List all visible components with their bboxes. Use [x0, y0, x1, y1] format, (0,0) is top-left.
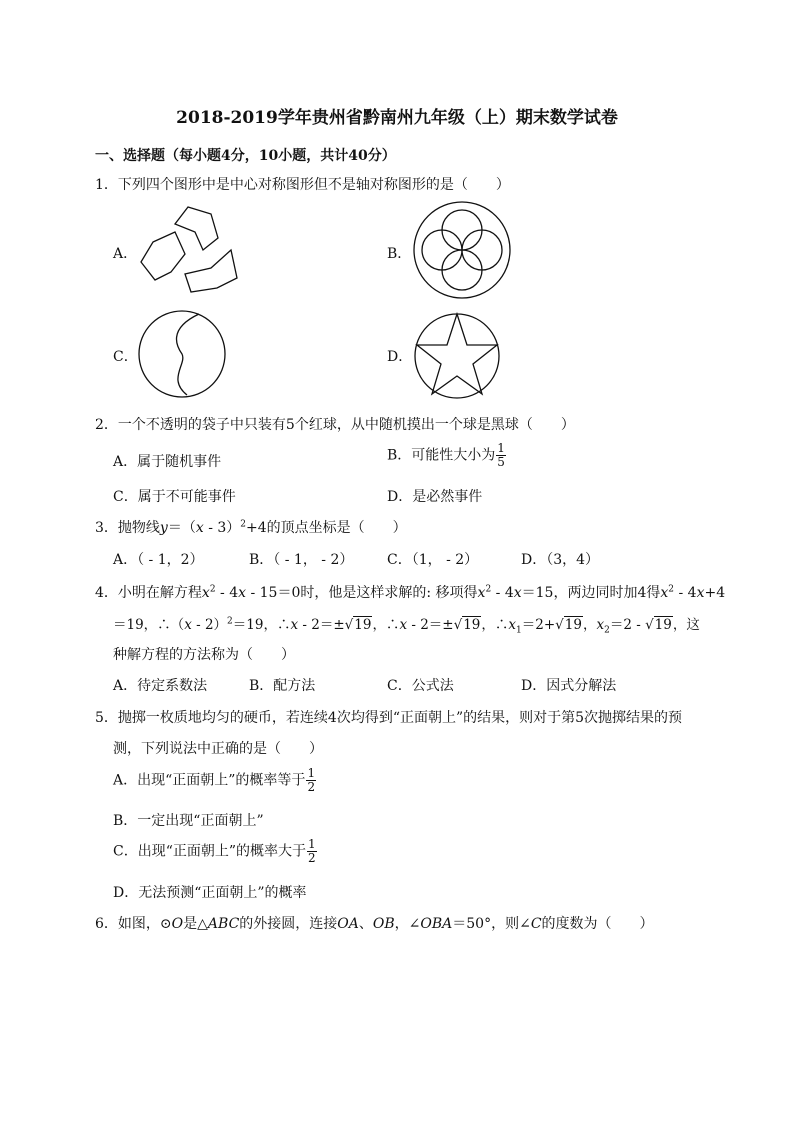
q1-option-d-label: D． [387, 349, 413, 365]
fraction [496, 442, 506, 469]
q4-option-b: B．配方法 [249, 678, 316, 694]
fraction-denominator: 5 [497, 455, 505, 469]
question-1-stem: 1．下列四个图形中是中心对称图形但不是轴对称图形的是（ ） [95, 177, 510, 193]
q2-option-c: C．属于不可能事件 [113, 489, 236, 505]
q2-option-b [387, 442, 506, 469]
question-5-line-2: 测，下列说法中正确的是（ ） [113, 741, 323, 757]
section-heading: 一、选择题（每小题4分，10小题，共计40分） [95, 148, 396, 164]
page-title: 2018-2019学年贵州省黔南州九年级（上）期末数学试卷 [176, 108, 618, 128]
q2-option-d: D．是必然事件 [387, 489, 483, 505]
q3-option-c: C．（1， - 2） [387, 552, 479, 568]
fraction: $\frac{1}{2}$ [307, 766, 316, 794]
q3-option-d: D．（3，4） [521, 552, 600, 568]
q5-option-d: D．无法预测“正面朝上”的概率 [113, 885, 307, 901]
question-6-stem: 6．如图，⊙O是△ABC的外接圆，连接OA、OB，∠OBA＝50°，则∠C的度数为（ ） [95, 916, 654, 932]
question-4-line-1: 4．小明在解方程$x^2 - 4x - 15=0$时，他是这样求解的: 移项得$x^2 - 4x=15$，两边同时加4得$x^2 - 4x+4$ [95, 584, 726, 601]
q4-option-c: C．公式法 [387, 678, 454, 694]
q4-option-d: D．因式分解法 [521, 678, 617, 694]
question-4-line-2: ＝19，∴（x - 2）$^2$＝19，∴x - 2＝±√19，∴x - 2＝±√19，$\therefore x_1=2+√19$，$x_2=2 - √19$，这 [113, 616, 700, 636]
figure-c-circle-s-curve [137, 309, 227, 399]
figure-a-three-pentagons [133, 202, 243, 297]
fraction: $\frac{1}{2}$ [308, 837, 316, 865]
question-3-stem: 3．抛物线y＝（x - 3）$^2$+4的顶点坐标是（ ） [95, 519, 407, 536]
q2-option-a: A．属于随机事件 [113, 454, 222, 470]
q3-option-b: B．（ - 1， - 2） [249, 552, 354, 568]
question-4-line-3: 种解方程的方法称为（ ） [113, 647, 295, 663]
q2-option-b-text: B．可能性大小为 [387, 447, 496, 464]
q4-option-a: A．待定系数法 [113, 678, 208, 694]
q5-option-c: C．出现“正面朝上”的概率大于 $\frac{1}{2}$ [113, 837, 316, 865]
question-2-stem: 2．一个不透明的袋子中只装有5个红球，从中随机摸出一个球是黑球（ ） [95, 417, 575, 433]
q1-option-a-label: A． [113, 246, 138, 262]
q3-option-a: A．（ - 1，2） [113, 552, 204, 568]
fraction-numerator: 1 [497, 441, 505, 455]
q1-option-b-label: B． [387, 246, 412, 262]
q5-option-a: A．出现“正面朝上”的概率等于 $\frac{1}{2}$ [113, 766, 316, 794]
q1-option-c-label: C． [113, 349, 138, 365]
question-5-line-1: 5．抛掷一枚质地均匀的硬币，若连续4次均得到“正面朝上”的结果，则对于第5次抛掷结果的预 [95, 710, 683, 726]
figure-b-circle-four-circles [412, 200, 512, 300]
q5-option-b: B．一定出现“正面朝上” [113, 813, 264, 829]
figure-d-circle-star [413, 312, 501, 400]
